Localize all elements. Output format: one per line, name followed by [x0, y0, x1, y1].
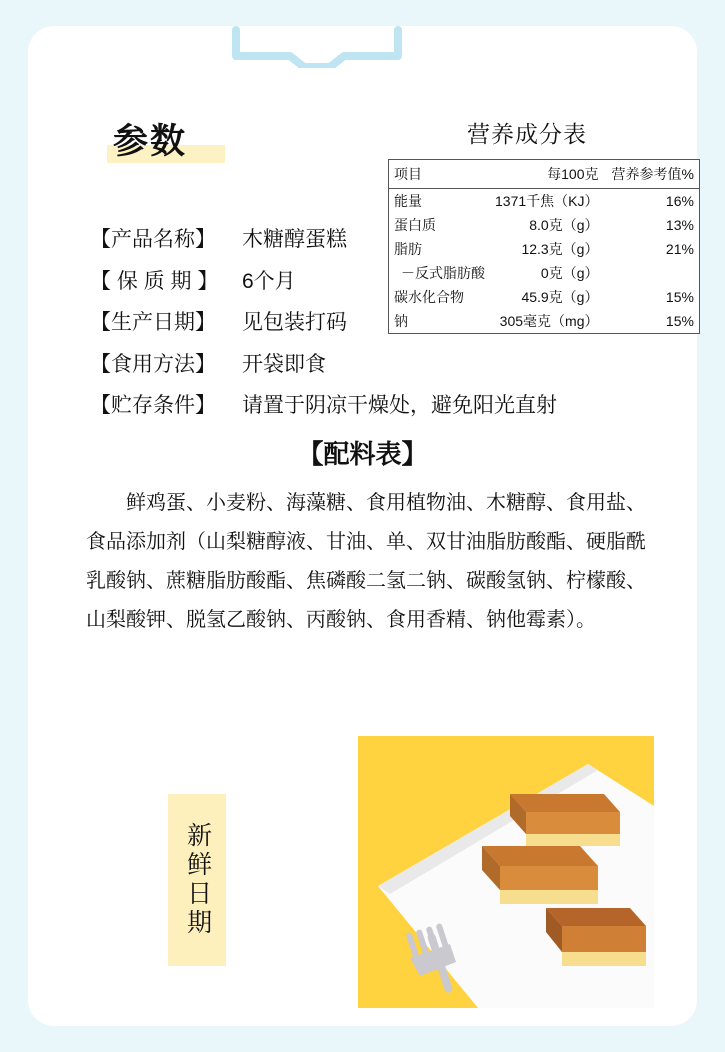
row-item: －反式脂肪酸: [401, 265, 485, 281]
nutrition-table-head: [389, 160, 700, 189]
table-row: [389, 213, 700, 237]
ingredients-title: 【配料表】: [297, 439, 428, 469]
row-value: 1371千焦（KJ）: [495, 193, 599, 209]
row-item: 能量: [394, 193, 422, 209]
param-row-storage-condition: [90, 390, 557, 422]
param-value: 木糖醇蛋糕: [242, 228, 347, 251]
header-item: 项目: [394, 166, 422, 182]
product-photo: [358, 736, 654, 1008]
row-item: 碳水化合物: [394, 289, 464, 305]
row-pct: 15%: [665, 313, 694, 329]
nutrition-facts-block: [388, 116, 694, 334]
param-row-production-date: [90, 307, 420, 339]
header-per100g: 每100克: [547, 166, 599, 182]
row-value: 8.0克（g）: [529, 217, 599, 233]
param-value: 见包装打码: [242, 311, 347, 334]
row-item: 钠: [394, 313, 408, 329]
row-value: 305毫克（mg）: [499, 313, 599, 329]
nutrition-table: [388, 159, 700, 334]
row-value: 0克（g）: [540, 265, 599, 281]
table-row: [389, 189, 700, 214]
row-pct: [606, 261, 699, 285]
ingredients-text: 鲜鸡蛋、小麦粉、海藻糖、食用植物油、木糖醇、食用盐、食品添加剂（山梨糖醇液、甘油、单、双甘油脂肪酸酯、硬脂酰乳酸钠、蔗糖脂肪酸酯、焦磷酸二氢二钠、碳酸氢钠、柠檬酸、山梨酸钾、脱氢乙酸钠、丙酸钠、食用香精、钠他霉素）。: [86, 492, 646, 631]
fresh-date-badge-label: 新鲜日期: [183, 822, 212, 938]
row-item: 蛋白质: [394, 217, 436, 233]
param-label: 【食用方法】: [90, 352, 216, 376]
param-row-serving-method: [90, 349, 420, 381]
param-row-product-name: [90, 224, 420, 256]
row-pct: 15%: [665, 289, 694, 305]
table-row: [389, 285, 700, 309]
table-header-row: [389, 160, 700, 189]
content-area: [28, 26, 697, 1026]
fresh-date-badge: [168, 794, 226, 966]
product-photo-illustration: [358, 736, 654, 1008]
param-row-shelf-life: [90, 266, 420, 298]
param-label: 【贮存条件】: [90, 394, 216, 417]
row-pct: 16%: [665, 193, 694, 209]
param-label: 【生产日期】: [90, 311, 216, 334]
row-value: 45.9克（g）: [521, 289, 599, 305]
param-value: 开袋即食: [242, 352, 326, 376]
header-nrv: 营养参考值%: [611, 166, 694, 182]
row-value: 12.3克（g）: [521, 241, 599, 257]
section-title-parameters: [113, 114, 187, 164]
param-label: 【 保 质 期 】: [90, 269, 219, 293]
nutrition-table-body: [389, 189, 700, 334]
page-title: 参数: [113, 122, 188, 161]
row-pct: 21%: [665, 241, 694, 257]
param-label: 【产品名称】: [90, 228, 216, 251]
table-row: [389, 309, 700, 334]
row-item: 脂肪: [394, 241, 422, 257]
table-row: [389, 261, 700, 285]
nutrition-table-title: 营养成分表: [467, 121, 587, 147]
row-pct: 13%: [665, 217, 694, 233]
param-value: 6个月: [242, 269, 296, 293]
table-row: [389, 237, 700, 261]
param-value: 请置于阴凉干燥处，避免阳光直射: [242, 394, 557, 417]
